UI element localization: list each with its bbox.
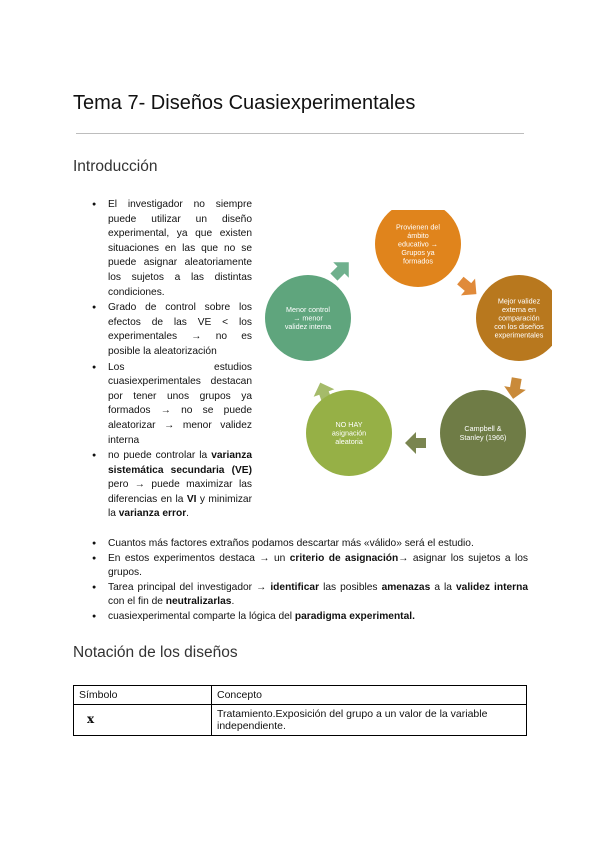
cycle-node-label: Campbell & (464, 424, 502, 434)
text-segment: . (231, 596, 235, 608)
list-item (108, 361, 252, 449)
list-item (108, 198, 252, 300)
text-segment: a la (430, 581, 456, 593)
cycle-node-label: experimentales (494, 330, 544, 340)
list-item (108, 581, 528, 610)
bold-text: amenazas (381, 581, 431, 593)
intro-narrow-list (108, 198, 252, 523)
list-item (108, 301, 252, 359)
cycle-diagram (262, 210, 552, 485)
cycle-node-label: externa en (502, 304, 536, 314)
symbol-cell (74, 705, 212, 736)
bold-text: varianza error (118, 508, 187, 520)
cycle-node-label: validez interna (284, 322, 332, 332)
list-item (108, 537, 528, 552)
header-cell-symbol: Símbolo (74, 686, 212, 705)
cycle-node-label: asignación (331, 428, 367, 438)
table-row (74, 705, 527, 736)
text-segment: En estos experimentos destaca → un (108, 552, 290, 564)
list-item (108, 610, 528, 625)
bold-text: validez interna (456, 581, 528, 593)
text-segment: Tarea principal del investigador → (108, 581, 271, 593)
bold-text: identificar (270, 581, 320, 593)
cycle-node-label: ámbito (407, 230, 429, 240)
text-segment: las posibles (319, 581, 382, 593)
text-segment: El investigador no siempre puede utilizar un diseño experimental, ya que existen situaciones en las que no se puede asignar aleatoriamente los sujetos a las distintas condiciones. (108, 199, 252, 298)
cycle-node-label: → menor (293, 313, 323, 323)
text-segment: y minimizar la (108, 493, 252, 520)
cycle-node-label: formados (403, 256, 433, 266)
cycle-node-label: con los diseños (494, 322, 544, 332)
text-segment: . (186, 508, 189, 520)
list-item (108, 449, 252, 522)
text-segment: → asignar los sujetos a los grupos. (108, 552, 528, 579)
notation-heading: Notación de los diseños (73, 644, 238, 661)
intro-heading: Introducción (73, 158, 158, 175)
page-title: Tema 7- Diseños Cuasiexperimentales (73, 92, 416, 114)
cycle-arrow (453, 272, 483, 302)
text-segment: pero → puede maximizar las diferencias en la (108, 479, 252, 505)
text-segment: con el fin de (108, 596, 166, 608)
text-segment: Cuantos más factores extraños podamos descartar más «válido» será el estudio. (108, 538, 474, 549)
cycle-node-label: aleatoria (335, 437, 363, 447)
cycle-node-label: Mejor validez (497, 296, 541, 306)
bold-text: VI (186, 493, 197, 505)
bold-text: varianza sistemática secundaria (VE) (108, 450, 252, 476)
intro-wide-list (108, 537, 528, 625)
list-item (108, 552, 528, 581)
cycle-arrow (405, 432, 426, 454)
header-cell-concept: Concepto (212, 686, 527, 705)
cycle-arrow (326, 254, 356, 284)
text-segment: cuasiexperimental comparte la lógica del (108, 610, 295, 622)
bold-text: paradigma experimental. (294, 610, 415, 622)
symbol-x: x (87, 712, 95, 726)
table-header-row (74, 686, 527, 705)
title-divider (76, 133, 524, 134)
text-segment: Los estudios cuasiexperimentales destacan por tener unos grupos ya formados → no se puede aleatorizar → menor validez interna (108, 361, 252, 446)
cycle-node-label: NO HAY (335, 419, 363, 429)
bold-text: neutralizarlas (165, 596, 232, 608)
notation-table (73, 685, 527, 736)
cycle-node-label: educativo → (398, 239, 438, 249)
cycle-node-label: Stanley (1966) (459, 432, 507, 442)
concept-cell: Tratamiento.Exposición del grupo a un valor de la variable independiente. (212, 705, 527, 736)
cycle-node-label: Provienen del (396, 222, 440, 232)
text-segment: no puede controlar la (108, 450, 212, 462)
text-segment: Grado de control sobre los efectos de las VE < los experimentales → no es posible la aleatorización (108, 302, 252, 357)
cycle-node-label: Menor control (286, 304, 330, 314)
cycle-node-label: Grupos ya (401, 248, 435, 258)
cycle-node-label: comparación (498, 313, 540, 323)
bold-text: criterio de asignación (289, 552, 399, 564)
